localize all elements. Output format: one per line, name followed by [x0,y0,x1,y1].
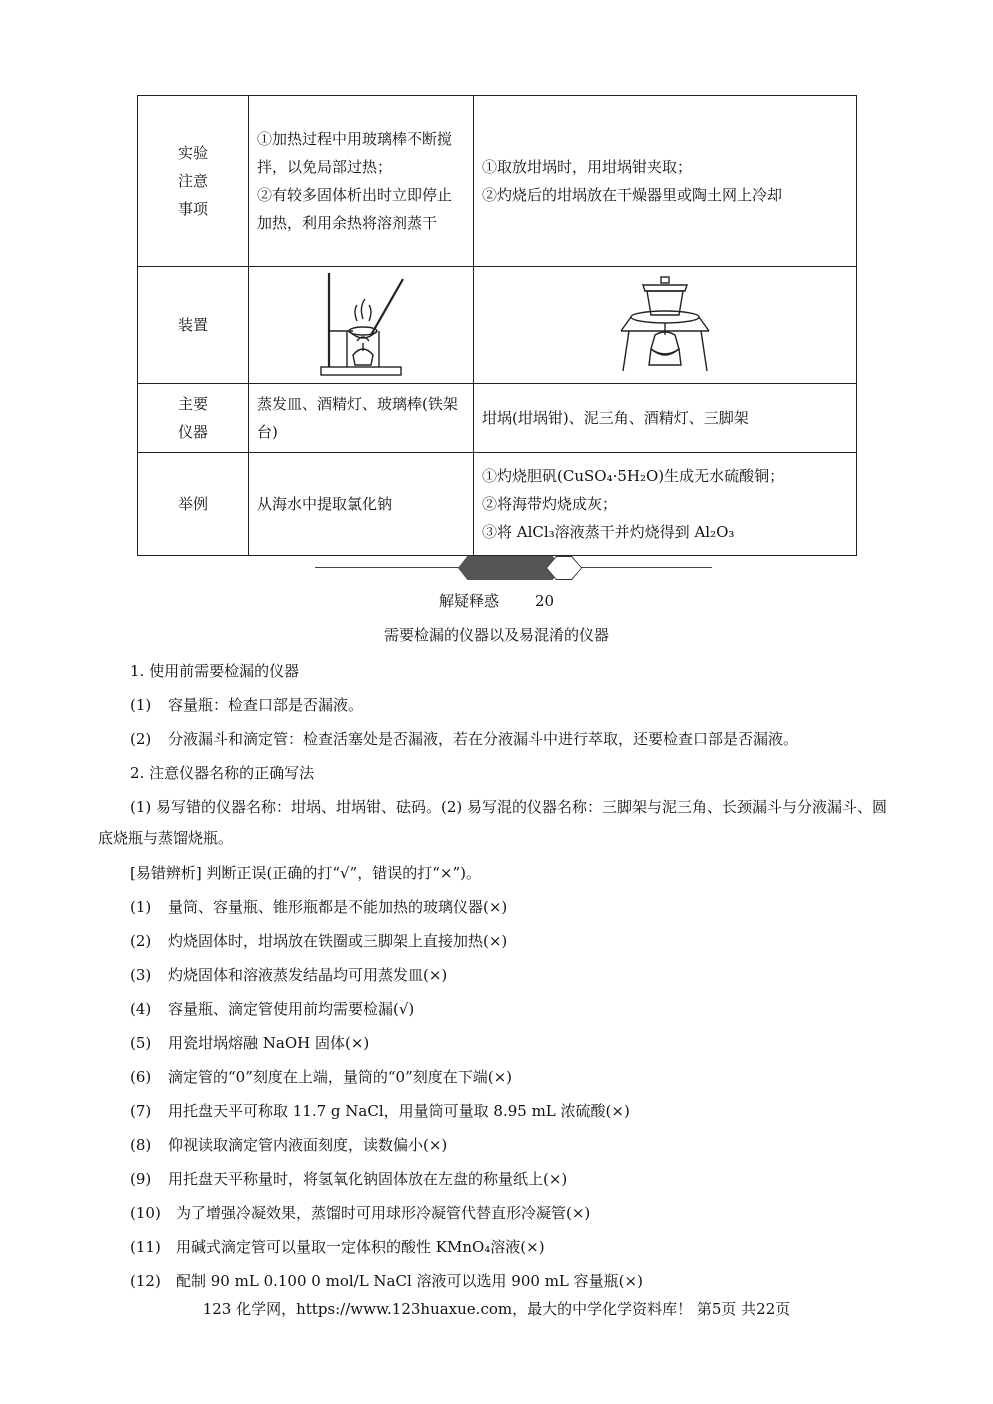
row-header-instruments [138,384,249,453]
header-line: 仪器 [177,423,208,441]
item-index: (4) [130,1000,152,1018]
row-header-examples [138,453,249,556]
list-item [98,1130,898,1164]
note-item: ①加热过程中用玻璃棒不断搅拌，以免局部过热； [257,130,453,176]
example-item: ②将海带灼烧成灰； [482,495,618,513]
item-index: (7) [130,1102,152,1120]
crucible-apparatus-cell [474,267,857,384]
crucible-instruments-cell [474,384,857,453]
item-index: (3) [130,966,152,984]
list-item [98,1198,898,1232]
list-item [98,1028,898,1062]
item-index: (5) [130,1034,152,1052]
table-row [138,384,857,453]
crucible-notes-cell [474,96,857,267]
list-item [98,1062,898,1096]
heading-3: [易错辨析] 判断正误(正确的打“√”，错误的打“×”)。 [130,864,481,882]
list-item [98,994,898,1028]
example-item: 从海水中提取氯化钠 [257,495,393,513]
table-row [138,267,857,384]
header-line: 事项 [177,200,208,218]
item-text: 量筒、容量瓶、锥形瓶都是不能加热的玻璃仪器(×) [168,898,508,916]
item-text: 用托盘天平称量时，将氢氧化钠固体放在左盘的称量纸上(×) [168,1170,568,1188]
header-line: 举例 [177,495,208,513]
section-title [0,590,993,611]
list-item [98,690,898,724]
evaporation-apparatus-cell [249,267,474,384]
crucible-apparatus-icon [615,275,715,375]
header-line: 主要 [177,395,208,413]
header-line: 注意 [177,172,208,190]
list-item [98,960,898,994]
instrument-list: 蒸发皿、酒精灯、玻璃棒(铁架台) [257,395,458,441]
item-text: 滴定管的“0”刻度在上端，量筒的“0”刻度在下端(×) [168,1068,513,1086]
heading-2: 2. 注意仪器名称的正确写法 [130,764,315,782]
section-title-text: 解疑释惑 [438,592,499,610]
example-item: ③将 AlCl₃溶液蒸干并灼烧得到 Al₂O₃ [482,523,735,541]
list-item [98,1266,898,1300]
item-index: (8) [130,1136,152,1154]
list-item [98,1232,898,1266]
list-item [98,1164,898,1198]
item-index: (1) [130,696,152,714]
heading-1: 1. 使用前需要检漏的仪器 [130,662,300,680]
row-header-apparatus [138,267,249,384]
section-divider [315,556,712,580]
list-item [98,724,898,758]
item-text: 容量瓶：检查口部是否漏液。 [168,696,364,714]
instrument-list: 坩埚(坩埚钳)、泥三角、酒精灯、三脚架 [482,409,749,427]
item-text: 容量瓶、滴定管使用前均需要检漏(√) [168,1000,415,1018]
evaporation-instruments-cell [249,384,474,453]
item-text: 灼烧固体和溶液蒸发结晶均可用蒸发皿(×) [168,966,448,984]
item-text: 仰视读取滴定管内液面刻度，读数偏小(×) [168,1136,448,1154]
evaporation-notes-cell [249,96,474,267]
item-text: 配制 90 mL 0.100 0 mol/L NaCl 溶液可以选用 900 mL 容量瓶(×) [176,1272,643,1290]
item-index: (2) [130,932,152,950]
note-item: ②有较多固体析出时立即停止加热，利用余热将溶剂蒸干 [257,186,453,232]
table-row [138,96,857,267]
evaporation-example-cell [249,453,474,556]
example-item: ①灼烧胆矾(CuSO₄·5H₂O)生成无水硫酸铜； [482,467,785,485]
list-item [98,892,898,926]
item-text: 为了增强冷凝效果，蒸馏时可用球形冷凝管代替直形冷凝管(×) [176,1204,591,1222]
item-index: (2) [130,730,152,748]
item-index: (1) [130,898,152,916]
item-text: 用托盘天平可称取 11.7 g NaCl，用量筒可量取 8.95 mL 浓硫酸(×) [168,1102,630,1120]
crucible-example-cell [474,453,857,556]
item-index: (10) [130,1204,161,1222]
header-line: 装置 [177,316,208,334]
note-item: ②灼烧后的坩埚放在干燥器里或陶土网上冷却 [482,186,783,204]
item-text: 用碱式滴定管可以量取一定体积的酸性 KMnO₄溶液(×) [176,1238,545,1256]
comparison-table [137,95,857,556]
item-text: 用瓷坩埚熔融 NaOH 固体(×) [168,1034,370,1052]
table-row [138,453,857,556]
page-footer: 123 化学网，https://www.123huaxue.com，最大的中学化学资料库！ 第5页 共22页 [202,1300,791,1318]
row-header-notes [138,96,249,267]
body-text [98,656,898,1300]
item-index: (9) [130,1170,152,1188]
item-text: 灼烧固体时，坩埚放在铁圈或三脚架上直接加热(×) [168,932,508,950]
paragraph: (1) 易写错的仪器名称：坩埚、坩埚钳、砝码。(2) 易写混的仪器名称：三脚架与泥三角、长颈漏斗与分液漏斗、圆底烧瓶与蒸馏烧瓶。 [98,798,888,847]
header-line: 实验 [177,144,208,162]
list-item [98,926,898,960]
judgment-list [98,892,898,1300]
list-item [98,1096,898,1130]
section-number: 20 [534,592,555,610]
section-subtitle: 需要检漏的仪器以及易混淆的仪器 [383,626,609,644]
item-index: (11) [130,1238,161,1256]
item-text: 分液漏斗和滴定管：检查活塞处是否漏液，若在分液漏斗中进行萃取，还要检查口部是否漏液。 [168,730,799,748]
evaporation-apparatus-icon [313,271,409,379]
note-item: ①取放坩埚时，用坩埚钳夹取； [482,158,693,176]
item-index: (12) [130,1272,161,1290]
item-index: (6) [130,1068,152,1086]
